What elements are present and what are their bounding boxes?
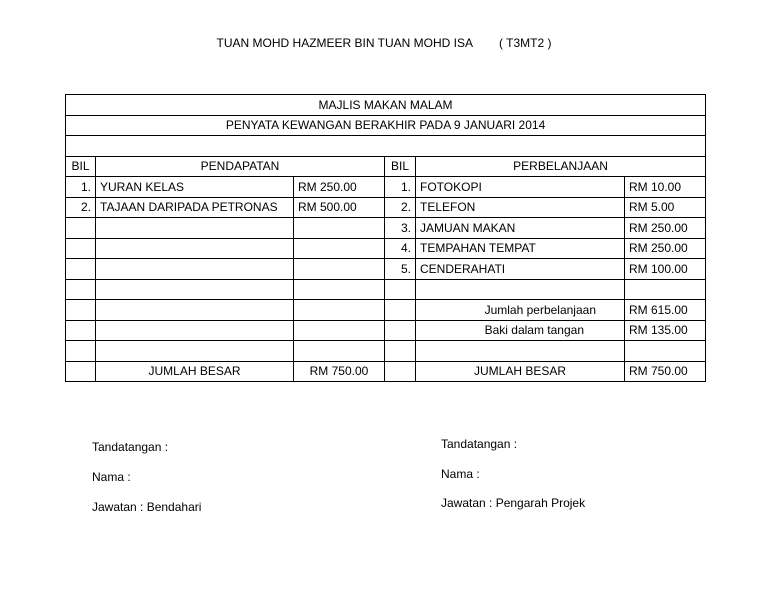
table-row [66, 279, 706, 300]
left-sign-label: Tandatangan : [92, 440, 169, 454]
grand-total-income: RM 750.00 [294, 361, 385, 382]
income-amount [294, 238, 385, 259]
income-item [96, 259, 294, 280]
table-row [66, 238, 706, 259]
grand-total-row [66, 361, 706, 382]
table-title: MAJLIS MAKAN MALAM [66, 95, 706, 116]
expense-header: PERBELANJAAN [416, 156, 706, 177]
income-bil [66, 238, 96, 259]
financial-statement-table [65, 94, 706, 382]
income-amount: RM 250.00 [294, 177, 385, 198]
grand-total-expense: RM 750.00 [625, 361, 706, 382]
left-post-label: Jawatan : Bendahari [92, 500, 202, 514]
income-item [96, 238, 294, 259]
expense-item: CENDERAHATI [416, 259, 625, 280]
expense-bil: 5. [385, 259, 416, 280]
income-bil [66, 218, 96, 239]
expense-bil: 2. [385, 197, 416, 218]
expense-item: FOTOKOPI [416, 177, 625, 198]
right-post-label: Jawatan : Pengarah Projek [441, 496, 586, 510]
expense-amount: RM 10.00 [625, 177, 706, 198]
income-item: YURAN KELAS [96, 177, 294, 198]
blank-row [66, 136, 706, 157]
balance-value: RM 135.00 [625, 320, 706, 341]
income-amount [294, 279, 385, 300]
expense-item [416, 279, 625, 300]
income-bil [66, 259, 96, 280]
income-bil: 1. [66, 177, 96, 198]
income-bil [66, 279, 96, 300]
expense-amount: RM 100.00 [625, 259, 706, 280]
expense-item: TEMPAHAN TEMPAT [416, 238, 625, 259]
expense-amount: RM 250.00 [625, 218, 706, 239]
expense-item: JAMUAN MAKAN [416, 218, 625, 239]
total-expense-value: RM 615.00 [625, 300, 706, 321]
student-name: TUAN MOHD HAZMEER BIN TUAN MOHD ISA [216, 36, 473, 50]
expense-bil: 3. [385, 218, 416, 239]
income-amount [294, 218, 385, 239]
table-row [66, 197, 706, 218]
income-bil: 2. [66, 197, 96, 218]
document-header [0, 36, 768, 50]
expense-bil: 1. [385, 177, 416, 198]
bil-header: BIL [66, 156, 96, 177]
left-name-label: Nama : [92, 470, 131, 484]
column-header-row [66, 156, 706, 177]
income-header: PENDAPATAN [96, 156, 385, 177]
income-amount: RM 500.00 [294, 197, 385, 218]
right-sign-label: Tandatangan : [441, 437, 518, 451]
income-item [96, 279, 294, 300]
class-code: ( T3MT2 ) [499, 36, 552, 50]
expense-amount [625, 279, 706, 300]
grand-total-label: JUMLAH BESAR [416, 361, 625, 382]
expense-item: TELEFON [416, 197, 625, 218]
table-row [66, 177, 706, 198]
table-subtitle: PENYATA KEWANGAN BERAKHIR PADA 9 JANUARI 2014 [66, 115, 706, 136]
expense-bil: 4. [385, 238, 416, 259]
expense-amount: RM 250.00 [625, 238, 706, 259]
expense-bil [385, 279, 416, 300]
grand-total-label: JUMLAH BESAR [96, 361, 294, 382]
table-row [66, 259, 706, 280]
total-expense-label: Jumlah perbelanjaan [416, 300, 625, 321]
right-name-label: Nama : [441, 467, 480, 481]
income-amount [294, 259, 385, 280]
bil-header: BIL [385, 156, 416, 177]
table-row [66, 218, 706, 239]
income-item [96, 218, 294, 239]
balance-row [66, 320, 706, 341]
blank-row [66, 341, 706, 362]
balance-label: Baki dalam tangan [416, 320, 625, 341]
total-expense-row [66, 300, 706, 321]
income-item: TAJAAN DARIPADA PETRONAS [96, 197, 294, 218]
expense-amount: RM 5.00 [625, 197, 706, 218]
